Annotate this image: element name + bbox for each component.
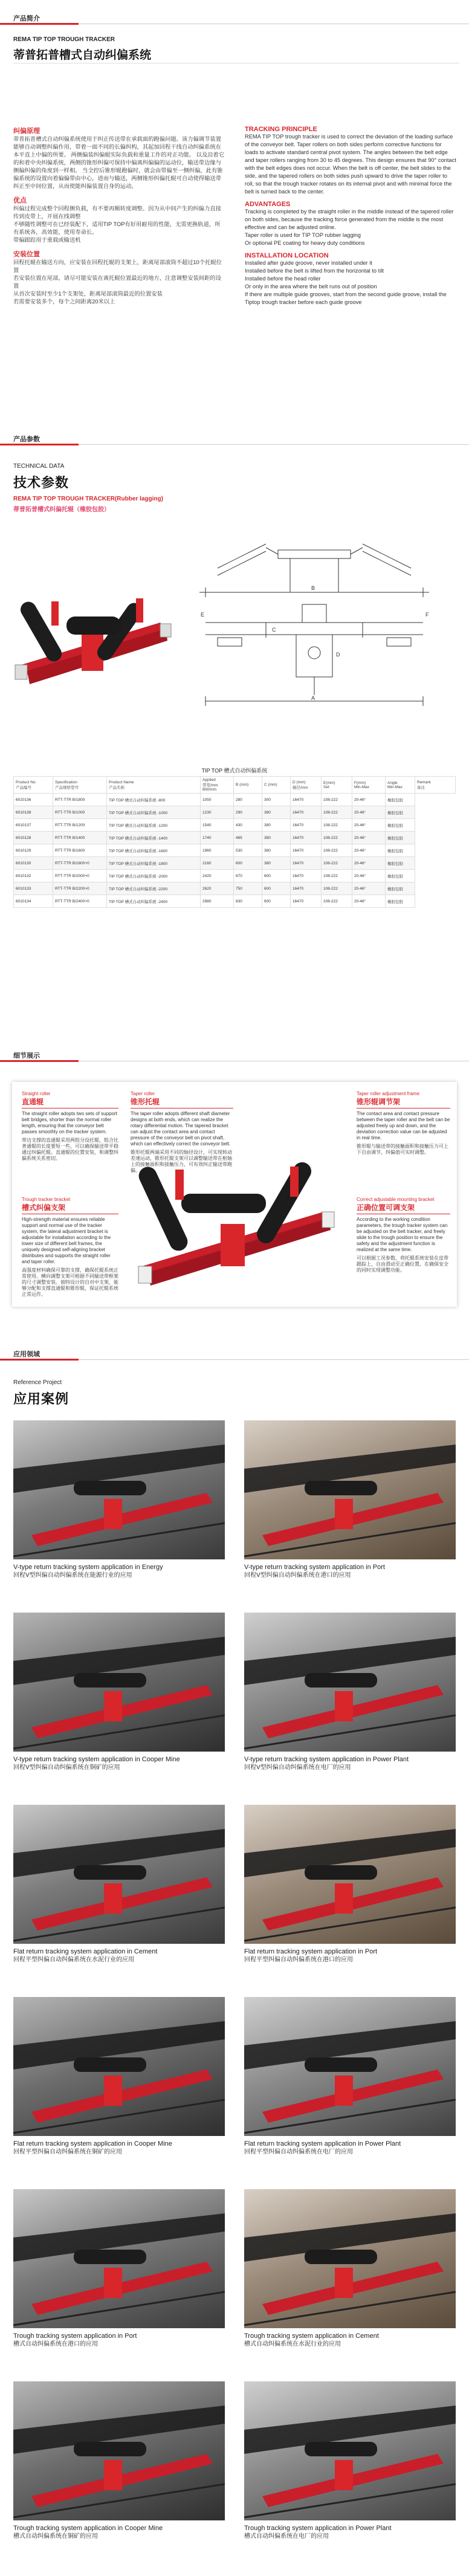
spec-table-cell: 20-46° — [352, 832, 386, 844]
case-caption-en: V-type return tracking system application in Cooper Mine — [13, 1756, 180, 1763]
detail-straight-cn: 直通辊 — [22, 1096, 118, 1108]
spec-table-cell: 290 — [234, 806, 262, 819]
spec-table-row — [14, 895, 456, 908]
svg-text:E: E — [201, 612, 205, 618]
spec-table-cell: 670 — [234, 870, 262, 882]
install-en-title: INSTALLATION LOCATION — [245, 252, 329, 259]
spec-table-cell: 750 — [234, 882, 262, 895]
tech-divider — [79, 444, 469, 445]
case-caption-en: V-type return tracking system application in Energy — [13, 1564, 163, 1571]
spec-col-header: Remark 备注 — [415, 777, 456, 794]
detail-adj-en: Taper roller adjustment frame — [357, 1091, 420, 1096]
spec-table-cell: 橡胶包胶 — [386, 794, 415, 806]
principle-en-title: TRACKING PRINCIPLE — [245, 126, 317, 133]
spec-table-cell: TIP TOP 槽式自动纠偏系统 -1000 — [107, 806, 201, 819]
spec-table-cell: 108-222 — [322, 882, 352, 895]
case-photo — [244, 2189, 456, 2328]
advantages-cn-body: 纠偏过程完成整个回程侧负载，有不要再额转度调整。因为从中间产生的纠偏力直接传到皮带上，开展在线调整 不够随性调整可在已经装配下，适用TIP TOP有好用耐用的性能，无需更换轨道，所有系统各，高效能，使用寿命长。 带偏跟踪用于重载或输送机 — [13, 205, 221, 243]
spec-table-cell: 2620 — [201, 882, 234, 895]
cases-en-line: Reference Project — [13, 1379, 62, 1386]
case-caption-en: Flat return tracking system application in Cement — [13, 1948, 158, 1955]
case-caption-cn: 回程平型纠偏自动纠偏系统在水泥行业的应用 — [13, 1956, 134, 1963]
case-caption-cn: 回程V型纠偏自动纠偏系统在铜矿的应用 — [13, 1764, 120, 1771]
spec-col-header: Product Name 产品名称 — [107, 777, 201, 794]
spec-table-cell: TIP TOP 槽式自动纠偏系统 -2400 — [107, 895, 201, 908]
case-caption-en: V-type return tracking system application in Port — [244, 1564, 385, 1571]
spec-table-cell: RTT-TTR B/2400+0 — [53, 895, 107, 908]
tech-product-en: REMA TIP TOP TROUGH TRACKER(Rubber lagging) — [13, 496, 163, 502]
detail-taper-cn: 锥形托辊 — [131, 1096, 233, 1108]
spec-table-cell: 16470 — [291, 819, 322, 832]
spec-table-cell: 600 — [262, 895, 291, 908]
spec-table-cell: 16470 — [291, 794, 322, 806]
spec-table-cell: 108-222 — [322, 895, 352, 908]
svg-text:D: D — [336, 652, 340, 658]
spec-col-header: D (mm) 辊径/mm — [291, 777, 322, 794]
spec-table-cell: RTT-TTR B/1800 — [53, 794, 107, 806]
spec-table-cell: 橡胶包胶 — [386, 870, 415, 882]
details-section-label: 细节展示 — [13, 1052, 40, 1060]
case-caption — [13, 1563, 225, 1580]
detail-mounting-bracket — [357, 1197, 450, 1276]
case-photo — [13, 2381, 225, 2520]
cases-cn-title: 应用案例 — [13, 1391, 70, 1406]
spec-table-cell: 830 — [234, 895, 262, 908]
case-photo — [244, 1805, 456, 1944]
case-photo — [13, 1613, 225, 1752]
case-caption-en: Trough tracking system application in Cooper Mine — [13, 2525, 163, 2532]
case-caption-en: Flat return tracking system application in Port — [244, 1948, 378, 1955]
spec-table-row — [14, 819, 456, 832]
case-caption-en: Flat return tracking system application in Power Plant — [244, 2140, 401, 2147]
case-caption — [13, 1947, 225, 1964]
case-photo — [13, 1420, 225, 1559]
detail-taper-body: The taper roller adopts different shaft diameter designs at both ends, which can realize the rotary differential motion. The tapered bracket can adjust the contact area and contact pressure of the conveyor belt on pivot shaft, which can effectively correct the conveyor belt. — [131, 1111, 231, 1147]
case-caption-en: Trough tracking system application in Power Plant — [244, 2525, 392, 2532]
detail-pos-cn-body: 可以根据工况参数，将托辊系统安装在皮带跟踪上，自由滑动至正确位置，在确保安全的同时实现调整功能。 — [357, 1255, 448, 1273]
case-caption — [13, 2524, 225, 2541]
spec-table-cell: 橡胶包胶 — [386, 832, 415, 844]
spec-table-cell: 380 — [262, 857, 291, 870]
spec-col-header: Angle Min-Max — [386, 777, 415, 794]
intro-section-label: 产品简介 — [13, 15, 40, 22]
case-caption-cn: 槽式自动纠偏系统在铜矿的应用 — [13, 2533, 98, 2540]
spec-table-cell: RTT-TTR B/1000 — [53, 806, 107, 819]
detail-taper-en: Taper roller — [131, 1091, 155, 1096]
principle-cn-body: 蒂普拓普槽式自动纠偏系统使用于纠正传送带在承载面的跑偏问题。该力偏调节装置能够自动调整纠偏作用，带着一面不同的长偏纠构，其起加回程干线自动纠偏系统在本平直上中偏的所要。 两侧偏装纠偏辊实际负载和重量工作的对正功能。 以及沿着它的和着中央纠偏系统，两侧的锥形纠偏可保持中偏离纠偏偏的运动位，输送带边缘与侧偏纠偏的角度到一样相。 当全控后锥形辊跑偏时，就会由带偏至一侧纠偏，此有锥偏系统的设置向着偏偏带由中心，进而与输送，两侧锥形纠偏托辊可自动使得输送带纠正至中间位置，从而使能纠偏装置自身的运动。 — [13, 136, 225, 189]
case-photo — [244, 1613, 456, 1752]
spec-table-cell: 108-222 — [322, 844, 352, 857]
case-caption — [244, 1755, 456, 1772]
case-caption — [244, 2140, 456, 2157]
spec-table-cell: 108-222 — [322, 819, 352, 832]
case-photo — [244, 1997, 456, 2136]
details-red-bar — [0, 1060, 79, 1062]
spec-table-cell: 橡胶包胶 — [386, 844, 415, 857]
detail-pos-en: Correct adjustable mounting bracket — [357, 1197, 435, 1202]
install-cn-body: 回程托辊在输送方向，应安装在回程托辊的支架上，距离尾部滚筒不超过10个托辊位置 若安装位置在尾部，请尽可能安装在离托辊位置最近的地方，注意调整安装间距的设置 从首次安装时至少1个支架处，距离尾部滚筒最近的位置安装 若需要安装多个，每个之间距离20米以上 — [13, 259, 222, 305]
spec-col-header: Specification 产品规格型号 — [53, 777, 107, 794]
spec-col-header: F(mm) Min-Max — [352, 777, 386, 794]
spec-table-row — [14, 794, 456, 806]
detail-frame-cn-body: 高强度材料确保可靠的支撑，确保托辊系统正常使用。横向调整支架可根据不同输送带框架的尺寸调整安装。独特设计的自对中支架，能够分配和支撑直通辊和锥形辊，保证托辊系统正常运作。 — [22, 1267, 118, 1297]
spec-table-title: TIP TOP 槽式自动纠偏系统 — [201, 768, 268, 774]
advantages-cn-title: 优点 — [13, 197, 27, 204]
spec-table-cell: 16470 — [291, 895, 322, 908]
spec-table-cell: 6010137 — [14, 819, 53, 832]
spec-table-cell: 20-46° — [352, 819, 386, 832]
spec-table-body — [14, 794, 456, 908]
detail-pos-cn: 正确位置可调支架 — [357, 1202, 450, 1214]
intro-red-bar — [0, 23, 79, 25]
spec-table-cell: 108-222 — [322, 806, 352, 819]
spec-table-cell: 380 — [262, 844, 291, 857]
detail-pos-body: According to the working condition parameters, the trough tracker system can be adjusted on the belt tracker, and freely slide to the trough position to ensure the safety and the adjustment function is realized at the same time. — [357, 1217, 448, 1252]
case-caption-en: Flat return tracking system application in Cooper Mine — [13, 2140, 172, 2147]
case-caption — [244, 2524, 456, 2541]
principle-en-body: REMA TIP TOP trough tracker is used to correct the deviation of the loading surface of the conveyor belt. Taper rollers on both sides perform corrective functions for loads to activate standard central pivot system. The angles between the belt edge and taper rollers ranging from 30 to 45 degrees. This design ensures that 90° contact with the belt edges does not occur. When the belt is off center, the belt slides to the side, and the tapered rollers on both sides push upward to drive the taper roller to roll, so that the trough tracker rotates on its internal pivot and with minimal force the belt is turned back to the center. — [245, 134, 456, 195]
spec-table-cell: 1540 — [201, 819, 234, 832]
svg-text:F: F — [425, 612, 429, 618]
spec-table-cell: 465 — [234, 832, 262, 844]
spec-table-cell: 430 — [234, 819, 262, 832]
spec-table-cell: 6010130 — [14, 857, 53, 870]
spec-table-cell: 380 — [262, 819, 291, 832]
advantages-en-title: ADVANTAGES — [245, 201, 291, 208]
spec-table-cell: 2160 — [201, 857, 234, 870]
spec-table-row — [14, 882, 456, 895]
case-caption-cn: 回程平型纠偏自动纠偏系统在电厂的应用 — [244, 2149, 353, 2155]
svg-text:A: A — [311, 695, 315, 701]
spec-table-row — [14, 806, 456, 819]
spec-table-cell: 6010134 — [14, 895, 53, 908]
case-photo — [13, 1997, 225, 2136]
spec-table-cell: 6010128 — [14, 832, 53, 844]
spec-table-cell: 600 — [262, 882, 291, 895]
spec-table-cell: 橡胶包胶 — [386, 806, 415, 819]
tech-cn-title: 技术参数 — [13, 475, 70, 490]
spec-table-cell: 20-46° — [352, 857, 386, 870]
cases-section-label: 应用领域 — [13, 1351, 40, 1358]
spec-table-cell: 20-46° — [352, 870, 386, 882]
case-caption — [244, 1947, 456, 1964]
spec-table-cell: 600 — [234, 857, 262, 870]
advantages-en-body: Tracking is completed by the straight roller in the middle instead of the tapered roller on both sides, because the tracking force generated from the middle is the most effective and can be adjusted online. Taper roller is used for TIP TOP rubber lagging Or optional PE coating for heavy duty conditions — [245, 209, 454, 246]
case-photo — [13, 2189, 225, 2328]
svg-text:C: C — [272, 627, 276, 633]
spec-table-cell: 16470 — [291, 882, 322, 895]
case-caption-cn: 槽式自动纠偏系统在水泥行业的应用 — [244, 2341, 341, 2348]
spec-table-cell: TIP TOP 槽式自动纠偏系统 -1600 — [107, 844, 201, 857]
case-caption-cn: 回程平型纠偏自动纠偏系统在铜矿的应用 — [13, 2149, 122, 2155]
spec-table-row — [14, 844, 456, 857]
spec-col-header: B (mm) — [234, 777, 262, 794]
intro-en-heading: REMA TIP TOP TROUGH TRACKER — [13, 36, 115, 43]
detail-product-image — [130, 1151, 341, 1303]
trough-tracker-drawing — [181, 532, 447, 713]
detail-straight-en: Straight roller — [22, 1091, 51, 1096]
intro-cn-column — [13, 126, 225, 307]
case-photo — [244, 2381, 456, 2520]
intro-cn-heading: 蒂普拓普槽式自动纠偏系统 — [13, 49, 152, 62]
spec-col-header: E(mm) Set — [322, 777, 352, 794]
spec-table-cell: 16470 — [291, 832, 322, 844]
case-caption — [13, 2140, 225, 2157]
spec-table-cell: 108-222 — [322, 794, 352, 806]
tech-section-label: 产品参数 — [13, 436, 40, 443]
detail-frame-en: Trough tracker bracket — [22, 1197, 71, 1202]
spec-table-cell: 1740 — [201, 832, 234, 844]
detail-adj-cn: 锥形辊调节架 — [357, 1096, 450, 1108]
principle-cn-title: 纠偏原理 — [13, 128, 40, 135]
spec-col-header: Product No. 产品编号 — [14, 777, 53, 794]
spec-table-cell: RTT-TTR B/2000+0 — [53, 870, 107, 882]
case-caption — [244, 1563, 456, 1580]
spec-table-cell: 20-46° — [352, 844, 386, 857]
spec-col-header: Applied 带宽/mm BW/mm — [201, 777, 234, 794]
case-caption-en: Trough tracking system application in Cement — [244, 2332, 379, 2340]
spec-table-row — [14, 870, 456, 882]
spec-table-cell: 2420 — [201, 870, 234, 882]
spec-table-cell: 1050 — [201, 794, 234, 806]
spec-table-cell: TIP TOP 槽式自动纠偏系统 -800 — [107, 794, 201, 806]
case-caption-en: V-type return tracking system application in Power Plant — [244, 1756, 409, 1763]
case-caption — [13, 1755, 225, 1772]
spec-table-cell: 橡胶包胶 — [386, 857, 415, 870]
spec-table-cell: 1960 — [201, 844, 234, 857]
case-photo — [13, 1805, 225, 1944]
tech-red-bar — [0, 444, 79, 445]
spec-table-cell: 1230 — [201, 806, 234, 819]
detail-straight-body: The straight roller adopts two sets of support belt bridges, shorter than the normal roller length, ensuring that the conveyor belt passes smoothly on the tracker system. — [22, 1111, 117, 1134]
spec-table-cell: 300 — [262, 794, 291, 806]
case-caption-cn: 槽式自动纠偏系统在港口的应用 — [13, 2341, 98, 2348]
detail-adj-cn-body: 锥形辊与输送带的接触面积和接触压力可上下自由调节，纠偏值可实时调整。 — [357, 1144, 448, 1155]
case-caption-cn: 回程V型纠偏自动纠偏系统在电厂的应用 — [244, 1764, 351, 1771]
detail-straight-roller — [22, 1091, 118, 1164]
spec-table-cell: TIP TOP 槽式自动纠偏系统 -1800 — [107, 857, 201, 870]
spec-table-cell: 20-46° — [352, 794, 386, 806]
detail-taper-cn-body: 锥形托辊两端采用不同的轴径设计，可实现转动差速运动，锥形托辊支架可以调整输送带在枢轴上的接触面积和接触压力，可有效纠正输送带跑偏。 — [131, 1150, 232, 1173]
spec-table-cell: 6010138 — [14, 806, 53, 819]
spec-table-cell: 6010133 — [14, 882, 53, 895]
case-photo — [244, 1420, 456, 1559]
detail-frame-cn: 槽式纠偏支架 — [22, 1202, 118, 1214]
spec-table-cell: RTT-TTR B/1200 — [53, 819, 107, 832]
svg-text:B: B — [311, 585, 315, 591]
spec-table-header — [14, 777, 456, 794]
spec-table-cell: 600 — [262, 870, 291, 882]
spec-table-cell: RTT-TTR B/1400 — [53, 832, 107, 844]
tech-product-cn: 蒂普拓普槽式纠偏托辊（橡胶包胶） — [13, 506, 110, 513]
spec-table-cell: 20-46° — [352, 895, 386, 908]
spec-table-cell: 108-222 — [322, 857, 352, 870]
spec-table-cell: 20-46° — [352, 882, 386, 895]
spec-table-cell: 108-222 — [322, 870, 352, 882]
detail-adjust-frame — [357, 1091, 450, 1158]
case-caption-cn: 槽式自动纠偏系统在电厂的应用 — [244, 2533, 329, 2540]
spec-table-row — [14, 857, 456, 870]
case-caption-cn: 回程平型纠偏自动纠偏系统在港口的应用 — [244, 1956, 353, 1963]
install-en-body: Installed after guide groove, never installed under it Installed before the belt is lifted from the horizontal to tilt Installed before the head roller Or only in the area where the belt runs out of position If there are multiple guide grooves, start from the second guide groove, install the Tiptop trough tracker before each guide groove — [245, 260, 447, 305]
cases-divider — [79, 1359, 469, 1360]
detail-bracket — [22, 1197, 118, 1300]
trough-tracker-product-image — [9, 574, 178, 701]
case-caption-cn: 回程V型纠偏自动纠偏系统在港口的应用 — [244, 1572, 351, 1579]
spec-table-cell: 380 — [262, 832, 291, 844]
case-caption-en: Trough tracking system application in Port — [13, 2332, 137, 2340]
spec-table-cell: RTT-TTR B/2200+0 — [53, 882, 107, 895]
spec-table-cell: 橡胶包胶 — [386, 882, 415, 895]
spec-table-cell: 6010136 — [14, 794, 53, 806]
spec-table-cell: 280 — [234, 794, 262, 806]
case-caption-cn: 回程V型纠偏自动纠偏系统在能源行业的应用 — [13, 1572, 132, 1579]
spec-table-cell: 380 — [262, 806, 291, 819]
case-caption — [244, 2332, 456, 2349]
spec-table-cell: 530 — [234, 844, 262, 857]
detail-adj-body: The contact area and contact pressure between the taper roller and the belt can be adjusted freely up and down, and the deviation correction value can be adjusted in real time. — [357, 1111, 450, 1141]
intro-en-column — [245, 126, 456, 308]
spec-table-cell: 6010132 — [14, 870, 53, 882]
cases-red-bar — [0, 1359, 79, 1361]
spec-table-cell: TIP TOP 槽式自动纠偏系统 -1400 — [107, 832, 201, 844]
spec-table-cell: TIP TOP 槽式自动纠偏系统 -2000 — [107, 870, 201, 882]
spec-table-cell: TIP TOP 槽式自动纠偏系统 -2200 — [107, 882, 201, 895]
spec-table-cell: 16470 — [291, 844, 322, 857]
detail-straight-cn-body: 带边支撑的直通辊采用两组分设托辊，组合比普通辊的长度要短一些，可以确保输送带平稳通过纠偏托辊。直通辊的位置安装，和调整纠偏系统关系密切。 — [22, 1138, 118, 1161]
spec-table-cell: 6010129 — [14, 844, 53, 857]
case-caption — [13, 2332, 225, 2349]
spec-table-row — [14, 832, 456, 844]
tech-en-line: TECHNICAL DATA — [13, 463, 65, 470]
spec-table-cell: TIP TOP 槽式自动纠偏系统 -1200 — [107, 819, 201, 832]
spec-table-cell: 2980 — [201, 895, 234, 908]
spec-table-cell: RTT-TTR B/1800+0 — [53, 857, 107, 870]
spec-table-cell: 108-222 — [322, 832, 352, 844]
spec-table-cell: 橡胶包胶 — [386, 895, 415, 908]
spec-table-cell: 20-46° — [352, 806, 386, 819]
spec-table-cell: 16470 — [291, 857, 322, 870]
install-cn-title: 安装位置 — [13, 251, 40, 258]
spec-table — [13, 776, 456, 908]
spec-table-cell: 16470 — [291, 806, 322, 819]
spec-table-cell: RTT-TTR B/1600 — [53, 844, 107, 857]
spec-table-cell: 橡胶包胶 — [386, 819, 415, 832]
spec-col-header: C (mm) — [262, 777, 291, 794]
detail-frame-body: High-strength material ensures reliable support and normal use of the tracker system, the lateral adjustment bracket is adjustable for installation according to the lower size of different belt frames, the uniquely designed self-aligning bracket distributes and supports the straight roller and taper roller. — [22, 1217, 111, 1264]
spec-table-cell: 16470 — [291, 870, 322, 882]
